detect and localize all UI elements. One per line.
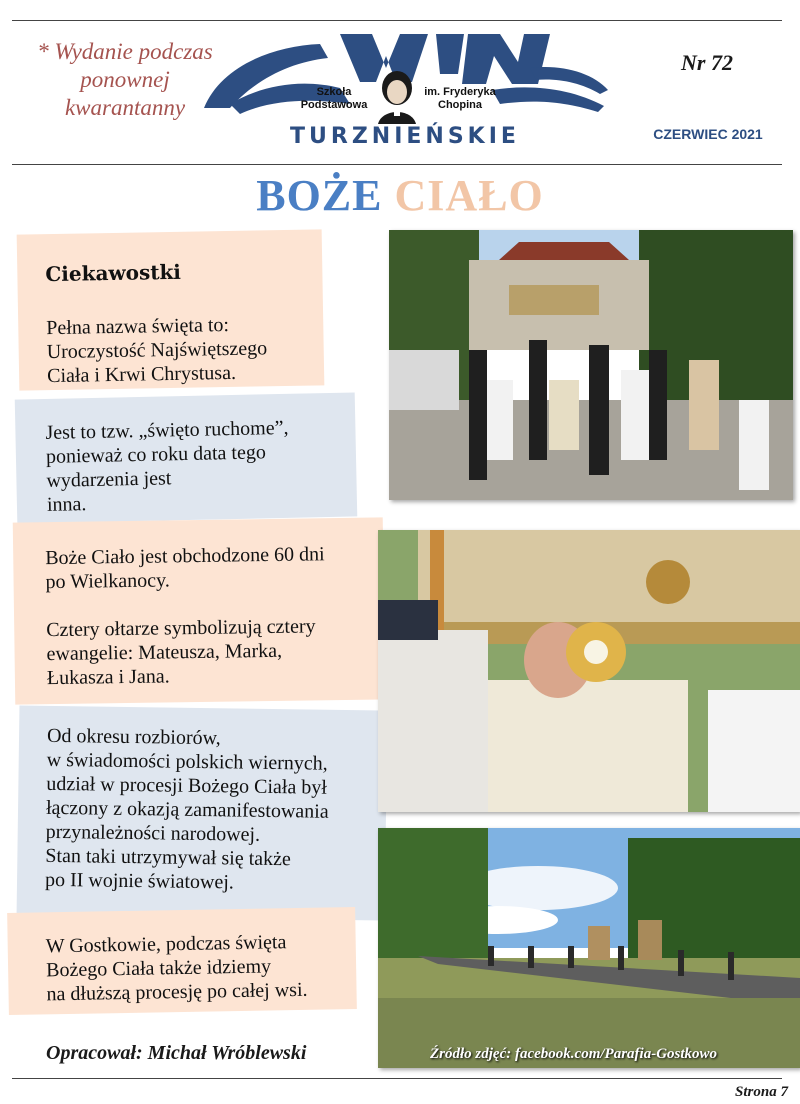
procession-photo-2 [378, 828, 800, 1068]
footer-rule [12, 1078, 782, 1079]
school-name-left: Szkoła Podstawowa [300, 86, 368, 111]
fact-box-2 [15, 392, 358, 523]
photo-credit: Źródło zdjęć: facebook.com/Parafia-Gostkowo [430, 1046, 718, 1062]
fact-line: W Gostkowie, podczas święta [45, 931, 287, 958]
fact-line: ewangelie: Mateusza, Marka, [46, 639, 283, 666]
note-line: * Wydanie podczas [37, 39, 213, 64]
fact-box-5 [7, 907, 357, 1015]
quarantine-note [20, 38, 230, 122]
issue-date: CZERWIEC 2021 [653, 126, 763, 142]
fact-line: udział w procesji Bożego Ciała był [46, 772, 328, 799]
article-author: Opracował: Michał Wróblewski [46, 1042, 307, 1064]
procession-photo-1 [389, 230, 793, 500]
school-name-right: im. Fryderyka Chopina [424, 86, 496, 111]
fact-line: po Wielkanocy. [45, 569, 170, 594]
fact-line: przynależności narodowej. [45, 820, 261, 846]
fact-line: Od okresu rozbiorów, [46, 724, 221, 750]
fact-line: Bożego Ciała także idziemy [45, 955, 272, 982]
fact-line: na dłuższą procesję po całej wsi. [46, 978, 308, 1006]
issue-number: Nr 72 [681, 50, 733, 75]
fact-box-3 [13, 517, 386, 704]
note-line: kwarantanny [64, 95, 186, 120]
note-line: ponownej [80, 67, 170, 92]
header-rule [12, 164, 782, 165]
fact-line: Boże Ciało jest obchodzone 60 dni [45, 543, 325, 570]
fact-line: w świadomości polskich wiernych, [46, 748, 328, 775]
title-word-2: CIAŁO [394, 171, 544, 220]
fact-line: Pełna nazwa święta to: [46, 313, 230, 340]
page-number: Strona 7 [735, 1084, 788, 1100]
fact-line: Łukasza i Jana. [46, 665, 170, 690]
fact-line: Cztery ołtarze symbolizują cztery [46, 615, 316, 642]
top-rule [12, 20, 782, 21]
monstrance-photo [378, 530, 800, 812]
brand-subtitle: TURZNIEŃSKIE [290, 124, 520, 149]
title-word-1: BOŻE [256, 171, 383, 220]
fact-line: ponieważ co roku data tego [45, 441, 267, 468]
fact-box-1 [17, 229, 325, 390]
masthead-logo [200, 28, 610, 156]
fact-line: Ciała i Krwi Chrystusa. [46, 361, 237, 388]
fact-line: po II wojnie światowej. [44, 868, 235, 894]
fact-line: Jest to tzw. „święto ruchome”, [45, 416, 289, 444]
fact-line: inna. [46, 493, 87, 516]
page-title [0, 170, 800, 221]
fact-box-4 [17, 705, 388, 920]
fact-line: Uroczystość Najświętszego [46, 337, 268, 364]
fact-line: wydarzenia jest [46, 467, 172, 492]
fact-line: Stan taki utrzymywał się także [45, 844, 292, 871]
facts-heading: Ciekawostki [45, 259, 182, 287]
fact-line: łączony z okazją zamanifestowania [45, 796, 329, 823]
